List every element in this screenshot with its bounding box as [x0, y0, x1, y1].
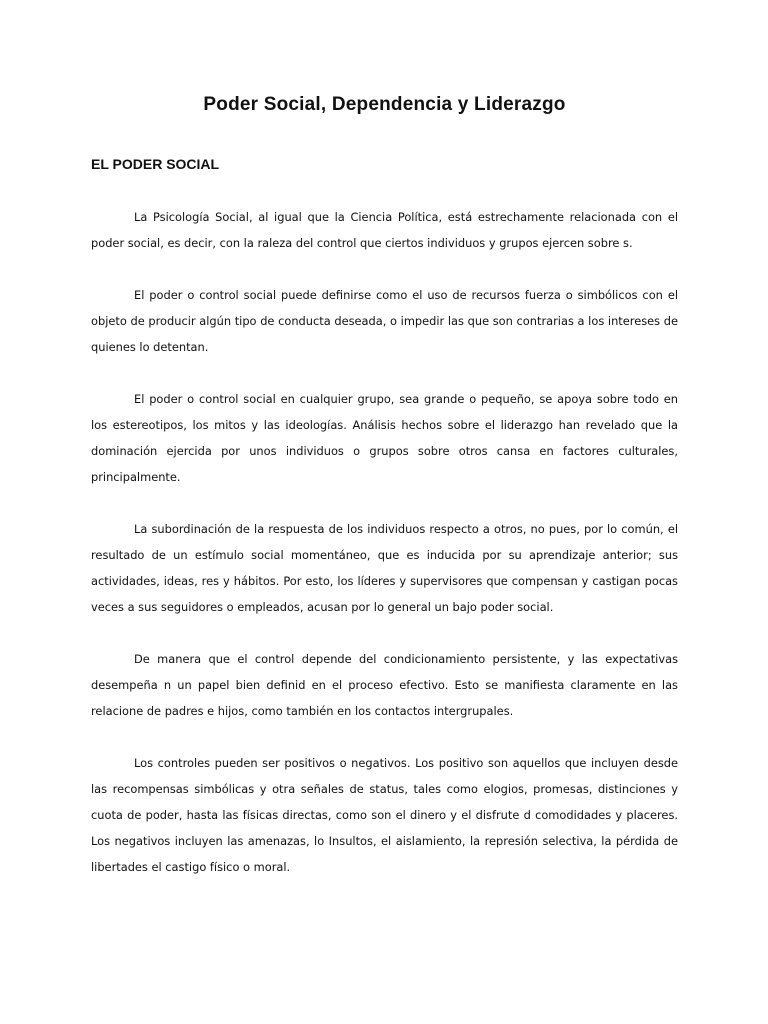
section-heading: EL PODER SOCIAL — [91, 156, 220, 172]
paragraph-1: La Psicología Social, al igual que la Ciencia Política, está estrechamente relacionada con el poder social, es decir, con la raleza del control que ciertos individuos y grupos ejercen sobre s. — [91, 210, 678, 250]
paragraph-6: Los controles pueden ser positivos o negativos. Los positivo son aquellos que incluyen desde las recompensas simbólicas y otra señales de status, tales como elogios, promesas, distinciones y cuota de poder, hasta las físicas directas, como son el dinero y el disfrute d comodidades y placeres. Los negativos incluyen las amenazas, lo Insultos, el aislamiento, la represión selectiva, la pérdida de libertades el castigo físico o moral. — [91, 756, 678, 874]
paragraph-5: De manera que el control depende del condicionamiento persistente, y las expectativas desempeña n un papel bien definid en el proceso efectivo. Esto se manifiesta claramente en las relacione de padres e hijos, como también en los contactos intergrupales. — [91, 652, 678, 718]
page-title: Poder Social, Dependencia y Liderazgo — [203, 94, 566, 115]
paragraph-4: La subordinación de la respuesta de los individuos respecto a otros, no pues, por lo común, el resultado de un estímulo social momentáneo, que es inducida por su aprendizaje anterior; sus actividades, ideas, res y hábitos. Por esto, los líderes y supervisores que compensan y castigan pocas veces a sus seguidores o empleados, acusan por lo general un bajo poder social. — [91, 522, 678, 614]
paragraph-3: El poder o control social en cualquier grupo, sea grande o pequeño, se apoya sobre todo en los estereotipos, los mitos y las ideologías. Análisis hechos sobre el liderazgo han revelado que la dominación ejercida por unos individuos o grupos sobre otros cansa en factores culturales, principalmente. — [91, 392, 678, 484]
paragraph-2: El poder o control social puede definirse como el uso de recursos fuerza o simbólicos con el objeto de producir algún tipo de conducta deseada, o impedir las que son contrarias a los intereses de quienes lo detentan. — [91, 288, 678, 354]
